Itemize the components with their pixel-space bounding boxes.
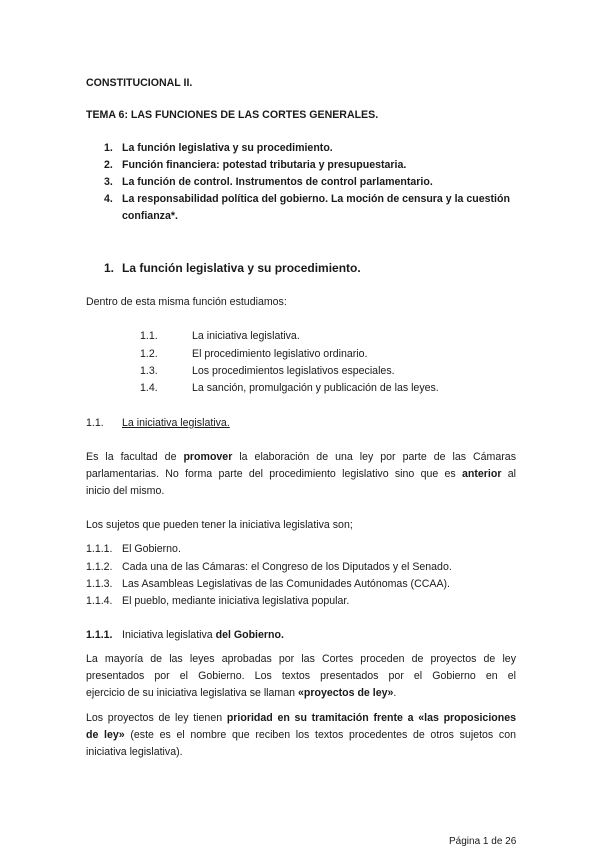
- subsection-heading: [86, 416, 230, 430]
- subjects-intro: Los sujetos que pueden tener la iniciativa legislativa son;: [86, 519, 353, 531]
- bold-run: promover: [183, 451, 233, 463]
- subject-item: [86, 594, 349, 608]
- subject-num: 1.1.1.: [86, 543, 113, 555]
- subject-text: Las Asambleas Legislativas de las Comunidades Autónomas (CCAA).: [122, 578, 450, 590]
- subsubsection-title-bold: del Gobierno.: [215, 629, 284, 641]
- paragraph-line: [86, 728, 516, 742]
- page-number: Página 1 de 26: [449, 836, 517, 847]
- toc-item: [104, 158, 406, 172]
- text-run: parlamentarias. No forma parte del procedimiento legislativo sino que es: [86, 468, 463, 480]
- paragraph-line: presentados por el Gobierno. Los textos presentados por el Gobierno en el: [86, 670, 516, 682]
- toc-text: La función legislativa y su procedimiento.: [122, 142, 333, 154]
- subsubsection-heading: [86, 628, 284, 642]
- subtoc-num: 1.1.: [140, 330, 158, 342]
- section-num: 1.: [104, 261, 115, 275]
- subject-text: Cada una de las Cámaras: el Congreso de los Diputados y el Senado.: [122, 561, 452, 573]
- text-run: la elaboración de una ley por parte de las Cámaras: [232, 451, 516, 463]
- subtoc-item: [140, 381, 439, 395]
- subsubsection-title: Iniciativa legislativa: [122, 629, 216, 641]
- bold-run: «proyectos de ley»: [297, 687, 394, 699]
- subtoc-item: [140, 329, 300, 343]
- subsection-title: La iniciativa legislativa.: [122, 417, 230, 429]
- paragraph-line: [86, 686, 396, 700]
- text-run: al: [501, 468, 516, 480]
- bold-run: anterior: [462, 468, 502, 480]
- paragraph-line: La mayoría de las leyes aprobadas por las Cortes proceden de proyectos de ley: [86, 653, 516, 665]
- subtoc-text: La iniciativa legislativa.: [192, 330, 300, 342]
- toc-item: [104, 192, 510, 206]
- subject-num: 1.1.3.: [86, 578, 113, 590]
- paragraph-line: [86, 467, 516, 481]
- text-run: ejercicio de su iniciativa legislativa se llaman: [86, 687, 298, 699]
- subsubsection-num: 1.1.1.: [86, 629, 113, 641]
- toc-item: [104, 141, 333, 155]
- subject-text: El pueblo, mediante iniciativa legislativa popular.: [122, 595, 350, 607]
- section-title: La función legislativa y su procedimiento.: [122, 261, 361, 275]
- subtoc-item: [140, 364, 395, 378]
- subtoc-text: La sanción, promulgación y publicación de las leyes.: [192, 382, 439, 394]
- paragraph-line: inicio del mismo.: [86, 485, 165, 497]
- subsection-num: 1.1.: [86, 417, 104, 429]
- text-run: .: [393, 687, 397, 699]
- toc-num: 1.: [104, 142, 113, 154]
- toc-num: 2.: [104, 159, 113, 171]
- bold-run: de ley»: [86, 729, 125, 741]
- subtoc-text: El procedimiento legislativo ordinario.: [192, 348, 368, 360]
- toc-item: [104, 175, 433, 189]
- subject-text: El Gobierno.: [122, 543, 181, 555]
- subtoc-item: [140, 347, 367, 361]
- subtoc-num: 1.2.: [140, 348, 158, 360]
- toc-text: La función de control. Instrumentos de control parlamentario.: [122, 176, 433, 188]
- bold-run: prioridad en su tramitación frente a «las proposiciones: [226, 712, 516, 724]
- paragraph-line: [86, 450, 516, 464]
- subtoc-num: 1.3.: [140, 365, 158, 377]
- course-title: CONSTITUCIONAL II.: [86, 77, 193, 89]
- section-heading: [104, 261, 361, 275]
- toc-num: 3.: [104, 176, 113, 188]
- paragraph-line: iniciativa legislativa).: [86, 746, 183, 758]
- text-run: Es la facultad de: [86, 451, 184, 463]
- subject-num: 1.1.4.: [86, 595, 113, 607]
- toc-num: 4.: [104, 193, 113, 205]
- text-run: (este es el nombre que reciben los textos procedentes de otros sujetos con: [124, 729, 516, 741]
- subject-num: 1.1.2.: [86, 561, 113, 573]
- subject-item: [86, 577, 450, 591]
- intro-paragraph: Dentro de esta misma función estudiamos:: [86, 296, 287, 308]
- toc-text: La responsabilidad política del gobierno. La moción de censura y la cuestión: [122, 193, 510, 205]
- toc-text: Función financiera: potestad tributaria y presupuestaria.: [122, 159, 407, 171]
- text-run: Los proyectos de ley tienen: [86, 712, 227, 724]
- subject-item: [86, 560, 452, 574]
- topic-title: TEMA 6: LAS FUNCIONES DE LAS CORTES GENERALES.: [86, 109, 379, 121]
- paragraph-line: [86, 711, 516, 725]
- toc-item-continuation: confianza*.: [122, 210, 178, 222]
- subject-item: [86, 542, 181, 556]
- subtoc-num: 1.4.: [140, 382, 158, 394]
- subtoc-text: Los procedimientos legislativos especiales.: [192, 365, 395, 377]
